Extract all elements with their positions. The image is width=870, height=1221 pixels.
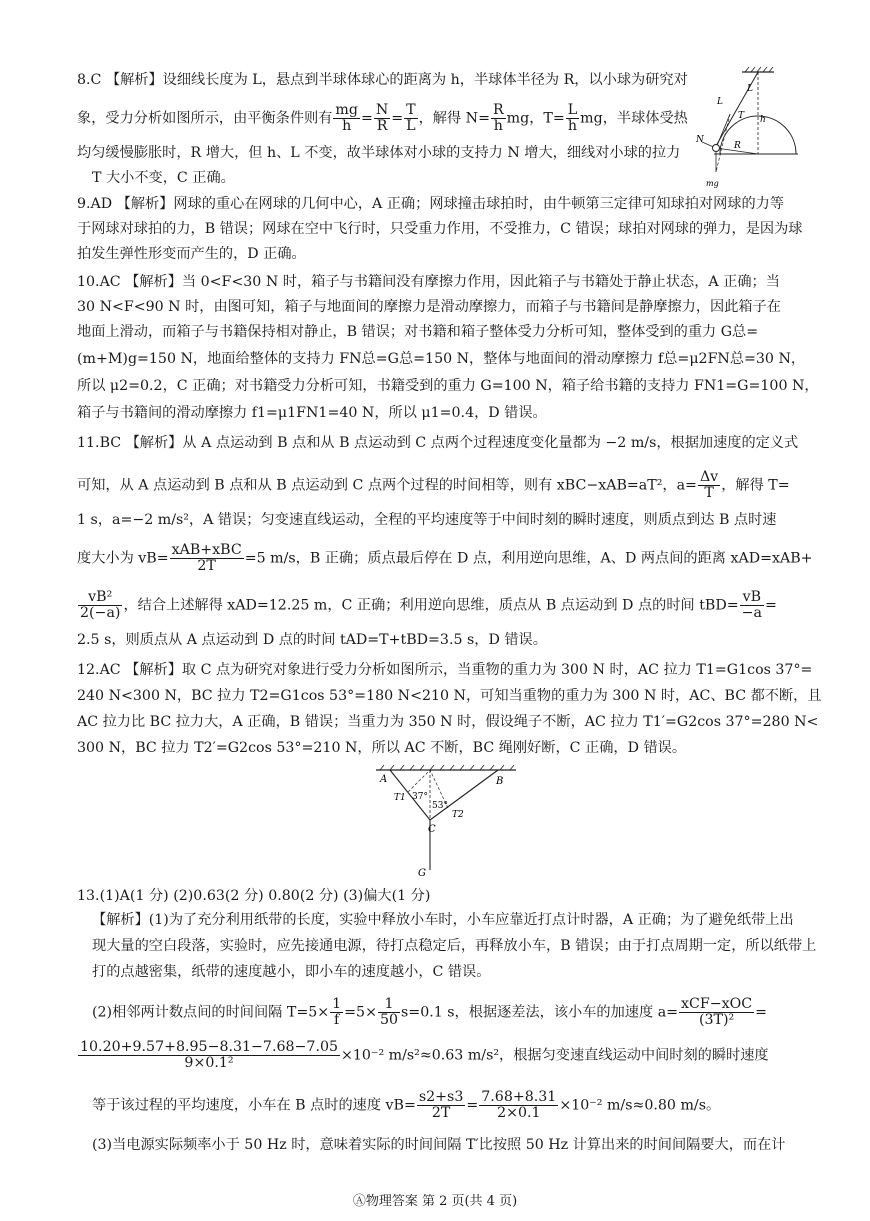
- q13-line-6: 等于该过程的平均速度，小车在 B 点时的速度 vB= $\frac{s2+s3}{2T}$ = $\frac{7.68+8.31}{2\times 0.1}$ ×10⁻² m/s≈0.80 m/s。: [92, 1089, 721, 1121]
- label-mg: mg: [706, 179, 719, 188]
- q11-line-5: $\frac{\text{vB²}}{2(-a)}$ ，结合上述解得 xAD=12.25 m，C 正确；利用逆向思维，质点从 B 点运动到 D 点的时间 tBD= $\frac{vB}{-a}$ =: [80, 589, 777, 621]
- label-angle-37: 37°: [412, 792, 428, 802]
- q10-line-6: 箱子与书籍间的滑动摩擦力 f1=μ1FN1=40 N，所以 μ1=0.4，D 错误。: [77, 405, 547, 421]
- label-T1: T1: [394, 793, 406, 803]
- label-T: T: [738, 111, 745, 121]
- fraction: $\frac{N}{R}$: [375, 102, 389, 134]
- q10-line-5: 所以 μ2=0.2，C 正确；对书籍受力分析可知，书籍受到的重力 G=100 N，箱子给书籍的支持力 FN1=G=100 N，: [77, 378, 819, 394]
- fraction: $\frac{vB}{-a}$: [741, 589, 762, 621]
- q13-line-2: 现大量的空白段落，实验时，应先接通电源，待打点稳定后，再释放小车，B 错误；由于打点周期一定，所以纸带上: [92, 938, 817, 954]
- fraction: $\frac{T}{L}$: [406, 102, 416, 134]
- label-L: L: [747, 84, 753, 94]
- label-C: C: [428, 824, 436, 835]
- fraction: $\frac{s2+s3}{2T}$: [418, 1089, 464, 1121]
- label-A: A: [380, 774, 388, 785]
- fraction: $\frac{7.68+8.31}{2\times 0.1}$: [481, 1089, 557, 1121]
- fraction: $\frac{\text{xCF−xOC}}{\text{(3T)²}}$: [681, 996, 753, 1028]
- q11-line-6: 2.5 s，则质点从 A 点运动到 D 点的时间 tAD=T+tBD=3.5 s，D 错误。: [77, 632, 547, 648]
- q13-line-5: $\frac{10.20+9.57+8.95-8.31-7.68-7.05}{\text{9×0.1²}}$ ×10⁻² m/s²≈0.63 m/s²，根据匀变速直线运动中间时刻的瞬时速度: [80, 1039, 769, 1071]
- q11-line-3: 1 s，a=−2 m/s²，A 错误；匀变速直线运动，全程的平均速度等于中间时刻的瞬时速度，则质点到达 B 点时速: [77, 512, 777, 528]
- q12-line-1: 12.AC 【解析】取 C 点为研究对象进行受力分析如图所示，当重物的重力为 300 N 时，AC 拉力 T1=G1cos 37°=: [77, 662, 813, 678]
- fraction: $\frac{10.20+9.57+8.95-8.31-7.68-7.05}{\text{9×0.1²}}$: [80, 1039, 339, 1071]
- q13-line-7: (3)当电源实际频率小于 50 Hz 时，意味着实际的时间间隔 T′比按照 50 Hz 计算出来的时间间隔要大，而在计: [92, 1137, 786, 1153]
- label-h: h: [760, 115, 766, 125]
- q13-line-4: (2)相邻两计数点间的时间间隔 T=5× $\frac{1}{f}$ =5× $\frac{1}{50}$ s=0.1 s，根据逐差法，该小车的加速度 a= $\frac{\text{xCF−xOC}}{\text{(3T)²}}$ =: [92, 996, 768, 1028]
- q8-force-diagram: [690, 64, 800, 192]
- q12-line-4: 300 N，BC 拉力 T2′=G2cos 53°=210 N，所以 AC 不断，BC 绳刚好断，C 正确，D 错误。: [77, 740, 687, 756]
- fraction: $\frac{1}{50}$: [379, 996, 399, 1028]
- q9-line-3: 拍发生弹性形变而产生的，D 正确。: [77, 246, 306, 262]
- q8-line-1: 8.C 【解析】设细线长度为 L，悬点到半球体球心的距离为 h，半球体半径为 R，以小球为研究对: [77, 72, 688, 88]
- label-T2: T2: [452, 810, 464, 820]
- q13-line-1: 【解析】(1)为了充分利用纸带的长度，实验中释放小车时，小车应靠近打点计时器，A 正确；为了避免纸带上出: [92, 912, 794, 928]
- fraction: $\frac{R}{h}$: [492, 102, 504, 134]
- page-footer: Ⓐ物理答案 第 2 页(共 4 页): [352, 1194, 518, 1209]
- label-B: B: [496, 776, 504, 787]
- q10-line-1: 10.AC 【解析】当 0<F<30 N 时，箱子与书籍间没有摩擦力作用，因此箱子与书籍处于静止状态，A 正确；当: [77, 274, 780, 290]
- q11-line-2: 可知，从 A 点运动到 B 点和从 B 点运动到 C 点两个过程的时间相等，则有 xBC−xAB=aT²，a= $\frac{\Delta v}{T}$ ，解得 T=: [77, 469, 790, 501]
- fraction: $\frac{1}{f}$: [332, 996, 342, 1028]
- q13-line-3: 打的点越密集，纸带的速度越小，即小车的速度越小，C 错误。: [92, 964, 491, 980]
- hemisphere-diagram-svg: [690, 64, 800, 192]
- rope-diagram-svg: [370, 762, 520, 880]
- q11-line-1: 11.BC 【解析】从 A 点运动到 B 点和从 B 点运动到 C 点两个过程速度变化量都为 −2 m/s，根据加速度的定义式: [77, 435, 799, 451]
- label-R: R: [734, 141, 741, 151]
- q9-line-1: 9.AD 【解析】网球的重心在网球的几何中心，A 正确；网球撞击球拍时，由牛顿第三定律可知球拍对网球的力等: [77, 196, 785, 212]
- q10-line-2: 30 N<F<90 N 时，由图可知，箱子与地面间的摩擦力是滑动摩擦力，而箱子与书籍间是静摩擦力，因此箱子在: [77, 299, 781, 315]
- label-N: N: [696, 135, 704, 145]
- q13-answer-line: 13.(1)A(1 分) (2)0.63(2 分) 0.80(2 分) (3)偏大(1 分): [77, 888, 431, 904]
- fraction: $\frac{mg}{h}$: [335, 102, 358, 134]
- q10-line-3: 地面上滑动，而箱子与书籍保持相对静止，B 错误；对书籍和箱子整体受力分析可知，整体受到的重力 G总=: [77, 324, 759, 340]
- fraction: $\frac{\text{xAB+xBC}}{2T}$: [171, 542, 242, 574]
- q8-line-4: T 大小不变，C 正确。: [92, 170, 235, 186]
- label-L-arrow: L: [717, 97, 723, 107]
- q9-line-2: 于网球对球拍的力，B 错误；网球在空中飞行时，只受重力作用，不受推力，C 错误；球拍对网球的弹力，是因为球: [77, 221, 803, 237]
- label-G: G: [418, 868, 426, 879]
- q8-line-2: 象，受力分析如图所示，由平衡条件则有 $\frac{mg}{h}$ = $\frac{N}{R}$ = $\frac{T}{L}$ ，解得 N= $\frac{R}{h}$ mg，T= $\frac{L}{h}$ mg，半球体受热: [77, 102, 688, 134]
- q12-line-2: 240 N<300 N，BC 拉力 T2=G1cos 53°=180 N<210 N，可知当重物的重力为 300 N 时，AC、BC 都不断，且: [77, 688, 822, 704]
- q12-force-diagram: [370, 762, 520, 880]
- q10-line-4: (m+M)g=150 N，地面给整体的支持力 FN总=G总=150 N，整体与地面间的滑动摩擦力 f总=μ2FN总=30 N，: [77, 351, 806, 367]
- q12-line-3: AC 拉力比 BC 拉力大，A 正确，B 错误；当重力为 350 N 时，假设绳子不断，AC 拉力 T1′=G2cos 37°=280 N<: [77, 714, 819, 730]
- q11-line-4: 度大小为 vB= $\frac{\text{xAB+xBC}}{2T}$ =5 m/s，B 正确；质点最后停在 D 点，利用逆向思维，A、D 两点间的距离 xAD=xAB+: [77, 542, 813, 574]
- fraction: $\frac{L}{h}$: [567, 102, 578, 134]
- label-angle-53: 53°: [432, 801, 448, 811]
- fraction: $\frac{\text{vB²}}{2(-a)}$: [80, 589, 121, 621]
- q8-line-3: 均匀缓慢膨胀时，R 增大，但 h、L 不变，故半球体对小球的支持力 N 增大，细线对小球的拉力: [77, 145, 681, 161]
- fraction: $\frac{\Delta v}{T}$: [699, 469, 719, 501]
